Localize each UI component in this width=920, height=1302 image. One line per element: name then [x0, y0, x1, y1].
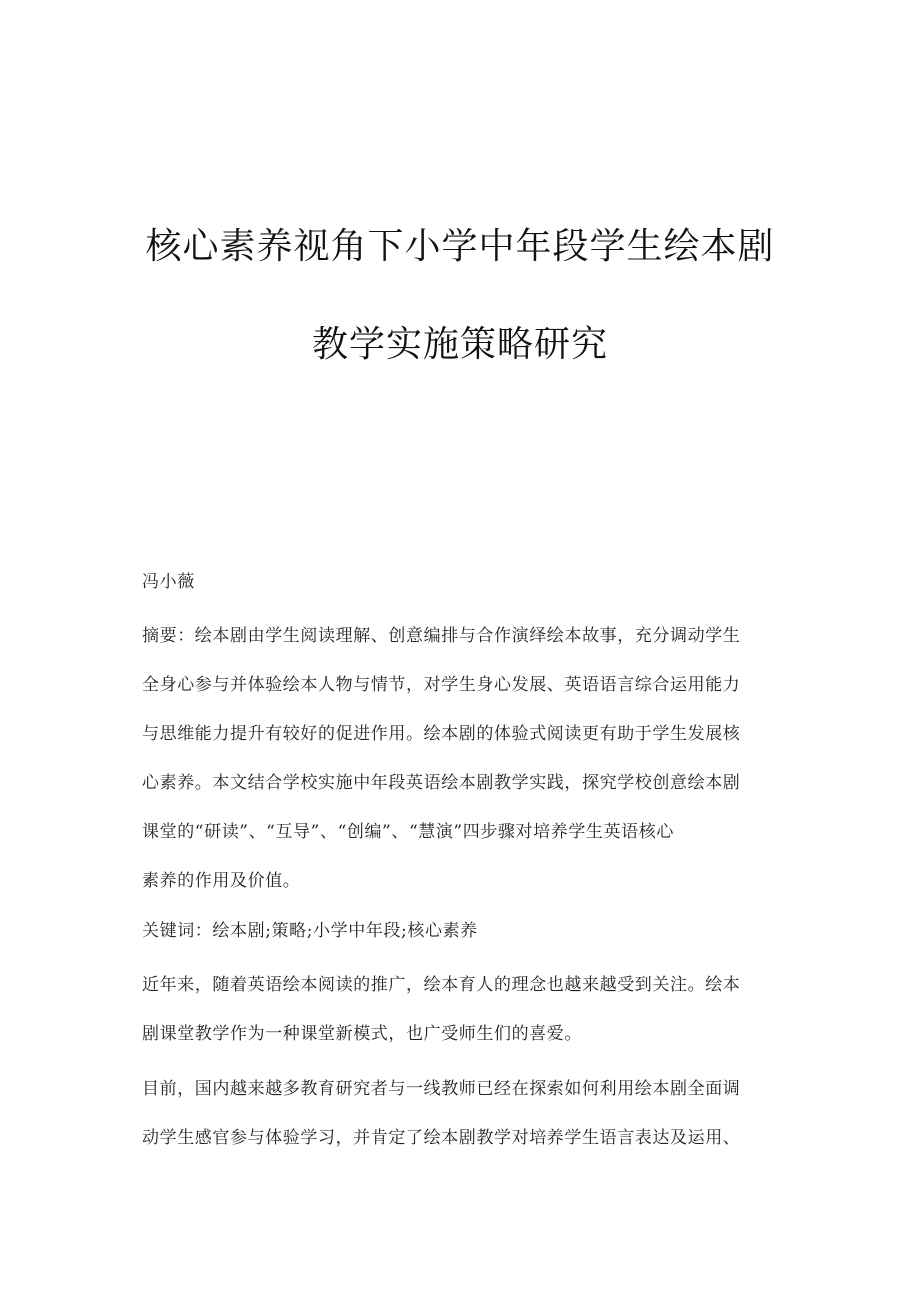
body-paragraph-1 [142, 961, 782, 1059]
body-paragraph-2 [142, 1065, 782, 1163]
paragraph-line: 目前，国内越来越多教育研究者与一线教师已经在探索如何利用绘本剧全面调 [142, 1079, 741, 1099]
paragraph-line: 剧课堂教学作为一种课堂新模式，也广受师生们的喜爱。 [142, 1024, 582, 1044]
title-line-1: 核心素养视角下小学中年段学生绘本剧 [145, 226, 775, 267]
abstract-line: 全身心参与并体验绘本人物与情节，对学生身心发展、英语语言综合运用能力 [142, 675, 741, 695]
abstract-line: 与思维能力提升有较好的促进作用。绘本剧的体验式阅读更有助于学生发展核 [142, 724, 741, 744]
abstract-line: 素养的作用及价值。 [142, 871, 301, 891]
paragraph-line: 近年来，随着英语绘本阅读的推广，绘本育人的理念也越来越受到关注。绘本 [142, 975, 741, 995]
author-name [142, 558, 782, 607]
keywords-paragraph [142, 907, 782, 956]
abstract-line: 摘要：绘本剧由学生阅读理解、创意编排与合作演绎绘本故事，充分调动学生 [142, 626, 741, 646]
title-line-2: 教学实施策略研究 [311, 324, 608, 365]
keywords-text: 关键词：绘本剧;策略;小学中年段;核心素养 [142, 921, 478, 941]
author-text: 冯小薇 [142, 572, 195, 592]
abstract-line: 心素养。本文结合学校实施中年段英语绘本剧教学实践，探究学校创意绘本剧 [142, 773, 741, 793]
paragraph-line: 动学生感官参与体验学习，并肯定了绘本剧教学对培养学生语言表达及运用、 [142, 1128, 741, 1148]
abstract-line: 课堂的“研读”、“互导”、“创编”、“慧演”四步骤对培养学生英语核心 [142, 822, 674, 842]
abstract-paragraph [142, 612, 782, 906]
